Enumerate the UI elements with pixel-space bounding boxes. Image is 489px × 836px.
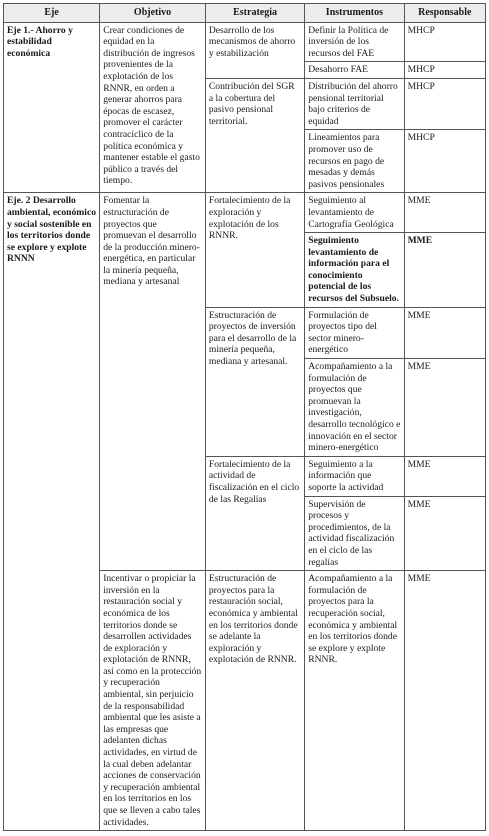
header-row [4,4,486,23]
eje2-responsable-5: MME [404,456,485,496]
eje2-responsable-3: MME [404,307,485,358]
eje2-estrategia-3: Fortalecimiento de la actividad de fiscalización en el ciclo de las Regalías [205,456,304,570]
eje2-instrumento-2: Seguimiento levantamiento de información para el conocimiento potencial de los recursos del Subsuelo. [305,233,404,308]
eje1-instrumento-1: Definir la Política de inversión de los recursos del FAE [305,22,404,62]
eje2-instrumento-6: Supervisión de procesos y procedimientos, de la actividad fiscalización en el ciclo de las regalías [305,496,404,571]
eje2-objetivo-1: Fomentar la estructuración de proyectos que promuevan el desarrollo de la producción minero-energética, en particular la minería pequeña, mediana y artesanal [100,193,206,571]
eje2-cell: Eje. 2 Desarrollo ambiental, económico y social sostenible en los territorios donde se explore y explote RNNN [4,193,100,831]
header-estrategia: Estrategia [205,4,304,23]
header-eje: Eje [4,4,100,23]
eje2-instrumento-5: Seguimiento a la información que soporte la actividad [305,456,404,496]
eje2-estrategia-2: Estructuración de proyectos de inversión para el desarrollo de la minería pequeña, mediana y artesanal. [205,307,304,456]
table-row [4,22,486,62]
table-row [4,193,486,233]
eje2-estrategia-1: Fortalecimiento de la exploración y explotación de los RNNR. [205,193,304,307]
eje2-instrumento-1: Seguimiento al levantamiento de Cartografía Geológica [305,193,404,233]
eje1-objetivo-cell: Crear condiciones de equidad en la distribución de ingresos provenientes de la explotación de los RNNR, en orden a generar ahorros para épocas de escasez, promover el carácter contracíclico de la política económica y mantener estable el gasto público a través del tiempo. [100,22,206,193]
eje2-estrategia-4: Estructuración de proyectos para la restauración social, económica y ambiental en los territorios donde se adelante la exploración y explotación de RNNR. [205,571,304,831]
eje1-responsable-1: MHCP [404,22,485,62]
eje2-responsable-2: MME [404,233,485,308]
eje1-estrategia-2: Contribución del SGR a la cobertura del pasivo pensional territorial. [205,78,304,192]
eje1-responsable-2: MHCP [404,62,485,79]
eje1-instrumento-3: Distribución del ahorro pensional territorial bajo criterios de equidad [305,78,404,129]
eje1-cell: Eje 1.- Ahorro y estabilidad económica [4,22,100,193]
eje2-responsable-7: MME [404,571,485,831]
eje1-estrategia-1: Desarrollo de los mecanismos de ahorro y estabilización [205,22,304,78]
header-objetivo: Objetivo [100,4,206,23]
policy-table [3,3,486,831]
header-instrumentos: Instrumentos [305,4,404,23]
eje1-instrumento-4: Lineamientos para promover uso de recursos en pago de mesadas y demás pasivos pensionales [305,130,404,193]
eje2-responsable-6: MME [404,496,485,571]
eje1-instrumento-2: Desahorro FAE [305,62,404,79]
eje2-responsable-1: MME [404,193,485,233]
eje1-responsable-4: MHCP [404,130,485,193]
header-responsable: Responsable [404,4,485,23]
eje2-instrumento-4: Acompañamiento a la formulación de proyectos que promuevan la investigación, desarrollo tecnológico e innovación en el sector minero-energético [305,359,404,457]
eje1-responsable-3: MHCP [404,78,485,129]
eje2-responsable-4: MME [404,359,485,457]
eje2-instrumento-3: Formulación de proyectos tipo del sector minero-energético [305,307,404,358]
eje2-objetivo-2: Incentivar o propiciar la inversión en la restauración social y económica de los territorios donde se desarrollen actividades de exploración y explotación de RNNR, así como en la protección y recuperación ambiental, sin perjuicio de la responsabilidad ambiental que les asiste a las empresas que adelanten dichas actividades, en virtud de la cual deben adelantar acciones de conservación y recuperación ambiental en los territorios en los que se lleven a cabo tales actividades. [100,571,206,831]
eje2-instrumento-7: Acompañamiento a la formulación de proyectos para la recuperación social, económica y ambiental en los territorios donde se explore y explote RNNR. [305,571,404,831]
